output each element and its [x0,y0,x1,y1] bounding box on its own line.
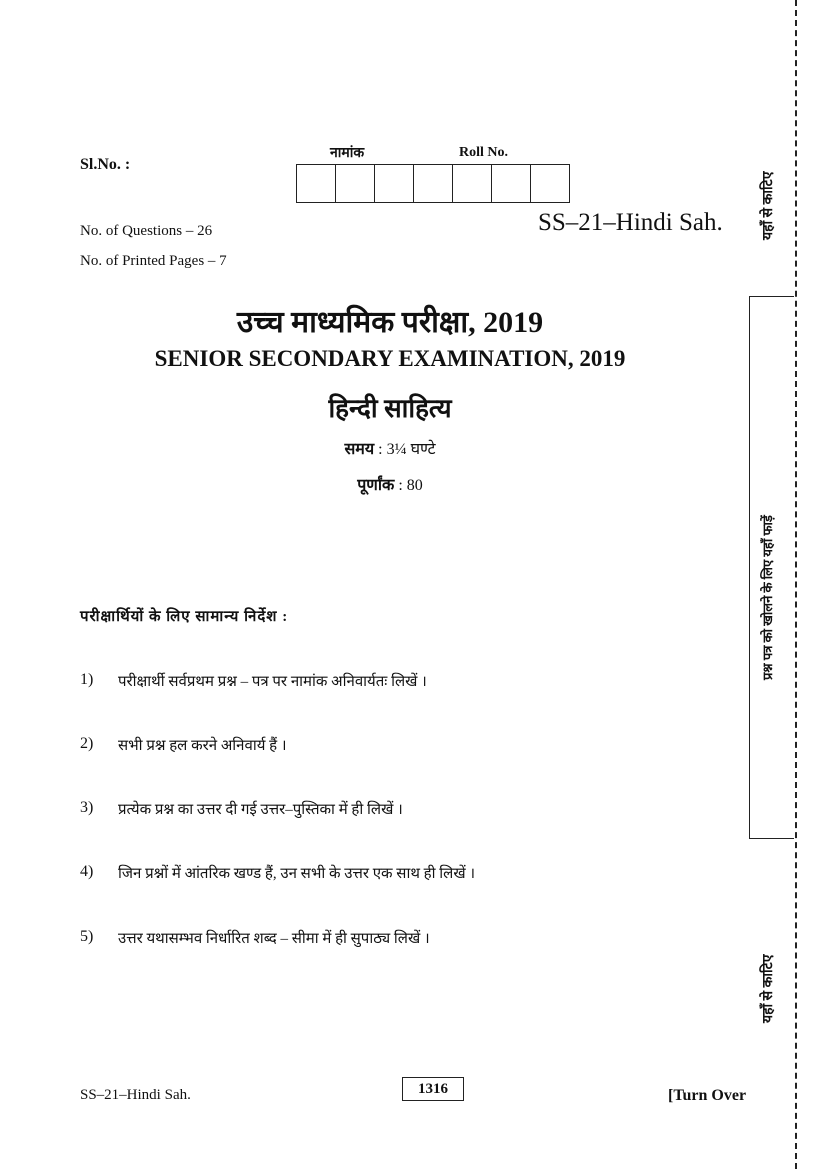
roll-label-english: Roll No. [459,145,508,160]
time-allowed [0,437,780,459]
instruction-number: 1) [80,671,94,688]
marks-value: : 80 [394,477,423,494]
tear-here-label: प्रश्न पत्र को खोलने के लिए यहाँ फाड़ें [760,515,775,680]
turn-over-label: [Turn Over [668,1087,747,1104]
printed-page-count: No. of Printed Pages – 7 [80,253,227,269]
roll-digit-box [492,165,531,202]
instruction-text: जिन प्रश्नों में आंतरिक खण्ड हैं, उन सभी के उत्तर एक साथ ही लिखें । [118,866,476,882]
roll-digit-box [453,165,492,202]
footer-paper-code: SS–21–Hindi Sah. [80,1087,191,1103]
instruction-item [80,863,475,883]
page-number-box: 1316 [402,1077,464,1101]
instruction-number: 4) [80,863,94,880]
instruction-text: सभी प्रश्न हल करने अनिवार्य हैं । [118,738,287,754]
instruction-text: उत्तर यथासम्भव निर्धारित शब्द – सीमा में ही सुपाठ्य लिखें । [118,931,430,947]
marks-label: पूर्णांक [357,477,395,494]
cut-here-label-top: यहाँ से काटिए [761,171,776,240]
subject-title: हिन्दी साहित्य [328,394,452,423]
instruction-number: 2) [80,735,94,752]
roll-digit-box [336,165,375,202]
roll-digit-box [297,165,336,202]
paper-code: SS–21–Hindi Sah. [538,209,723,236]
exam-title-english: SENIOR SECONDARY EXAMINATION, 2019 [154,346,626,371]
roll-digit-box [531,165,569,202]
roll-digit-box [375,165,414,202]
time-label: समय [344,441,375,458]
instruction-number: 3) [80,799,94,816]
time-value: : 3¼ घण्टे [374,441,436,458]
instruction-item [80,671,427,691]
max-marks [0,473,780,495]
cut-line-divider [795,0,797,1169]
instructions-heading: परीक्षार्थियों के लिए सामान्य निर्देश : [80,609,289,625]
roll-digit-box [414,165,453,202]
instruction-item [80,799,403,819]
instruction-item [80,928,430,948]
question-count: No. of Questions – 26 [80,223,213,239]
cut-here-label-bottom: यहाँ से काटिए [761,954,776,1023]
exam-title-hindi: उच्च माध्यमिक परीक्षा, 2019 [236,306,544,339]
roll-label-hindi: नामांक [330,146,365,161]
roll-number-boxes [296,164,570,203]
instruction-text: परीक्षार्थी सर्वप्रथम प्रश्न – पत्र पर नामांक अनिवार्यतः लिखें । [118,674,427,690]
serial-number-label: Sl.No. : [80,156,131,173]
instruction-number: 5) [80,928,94,945]
instruction-item [80,735,287,755]
instruction-text: प्रत्येक प्रश्न का उत्तर दी गई उत्तर–पुस्तिका में ही लिखें । [118,802,403,818]
